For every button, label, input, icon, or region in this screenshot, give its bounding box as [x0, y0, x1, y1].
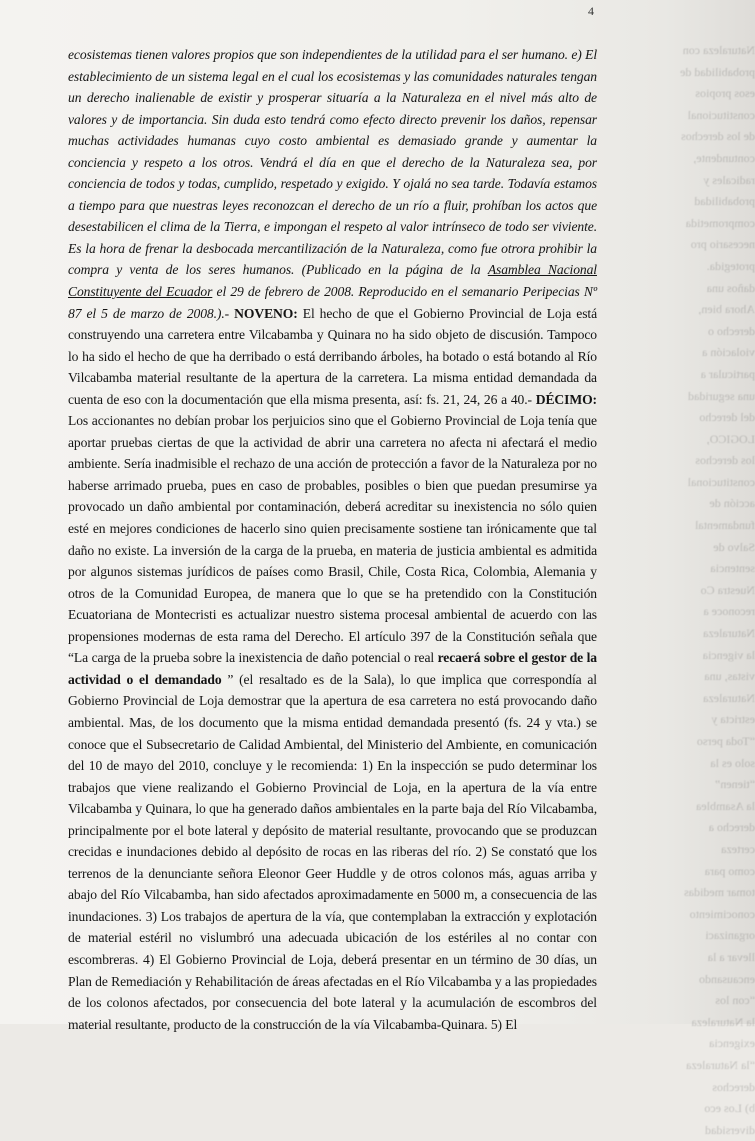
bleed-through-line: “tienen” [715, 777, 755, 792]
bleed-through-line: encausando [699, 971, 755, 986]
bleed-through-line: sentencia [710, 561, 755, 576]
bleed-through-line: diversidad [705, 1122, 755, 1137]
body-paragraph [68, 44, 597, 1035]
bleed-through-line: reconoce a [703, 604, 755, 619]
section-heading-decimo: DÉCIMO: [535, 391, 597, 407]
bleed-through-line: radicales y [703, 172, 755, 187]
bleed-through-line: acción de [709, 496, 755, 511]
bleed-through-line: la Asamblea [696, 798, 755, 813]
bleed-through-line: como para [704, 863, 755, 878]
emphasized-quote: recaerá sobre el gestor de la actividad o el demandado [68, 650, 597, 687]
section-text-decimo-continued: ” (el resaltado es de la Sala), lo que implica que correspondía al Gobierno Provincial de Loja demostrar que la apertura de esa carretera no está provocando daño ambiental. Mas, de los documento que la misma entidad demandada presentó (fs. 24 y vta.) se conoce que el Subsecretario de Calidad Ambiental, del Ministerio del Ambiente, en comunicación del 10 de mayo del 2010, concluye y le recomienda: 1) En la inspección se pudo determinar los trabajos que viene realizando el Gobierno Provincial de Loja, en la apertura de la vía entre Vilcabamba y Quinara, lo que ha generado daños ambientales en la parte baja del Río Vilcabamba, principalmente por el bote lateral y depósito de material resultante, provocando que se produzcan crecidas e inundaciones debido al depósito de rocas en las riberas del río. 2) Se constató que los terrenos de la denunciante señora Eleonor Geer Huddle y de otros colonos más, aguas arriba y abajo del Río Vilcabamba, han sido afectados aproximadamente en 5000 m, a consecuencia de las inundaciones. 3) Los trabajos de apertura de la vía, que contemplaban la extracción y explotación de material estéril no vislumbró una adecuada ubicación de los estériles al no contar con escombreras. 4) El Gobierno Provincial de Loja, deberá presentar en un término de 30 días, un Plan de Remediación y Rehabilitación de áreas afectadas en el Río Vilcabamba y a las propiedades de los colonos afectados, por consecuencia del bote lateral y la acumulación de escombros del material resultante, producto de la construcción de la vía Vilcabamba-Quinara. 5) El [68, 671, 597, 1032]
bleed-through-line: constitucional [687, 107, 755, 122]
bleed-through-line: del derecho [699, 410, 755, 425]
section-text-noveno: El hecho de que el Gobierno Provincial de Loja está construyendo una carretera entre Vilcabamba y Quinara no ha sido objeto de discusión. Tampoco lo ha sido el hecho de que ha derribado o está derribando árboles, ha botado o está botando al Río Vilcabamba material resultante de la apertura de la carretera. La misma entidad demandada da cuenta de eso con la documentación que ella misma presenta, así: fs. 21, 24, 26 a 40.- [68, 305, 598, 407]
assembly-link-text: Asamblea Nacional Constituyente del Ecuador [68, 262, 597, 300]
bleed-through-line: certeza [721, 841, 755, 856]
bleed-through-line: una seguridad [688, 388, 755, 403]
bleed-through-line: probabilidad de [680, 64, 755, 79]
bleed-through-line: estricta y [711, 712, 755, 727]
page-number: 4 [588, 4, 594, 18]
document-body [68, 44, 597, 1035]
bleed-through-line: exigencia [709, 1036, 755, 1051]
bleed-through-line: esos propios [695, 86, 755, 101]
bleed-through-line: contundente, [693, 150, 755, 165]
bleed-through-line: Salvo de [713, 539, 755, 554]
bleed-through-line: organizaci [705, 928, 755, 943]
bleed-through-line: fundamental [695, 518, 755, 533]
bleed-through-line: daños una [706, 280, 755, 295]
bleed-through-line: tomar medidas [684, 885, 755, 900]
bleed-through-line: “Toda perso [696, 734, 755, 748]
quote-source: el 29 de febrero de 2008. Reproducido en el semanario Peripecias Nº 87 el 5 de marzo de 2008.).- [68, 284, 597, 321]
bleed-through-line: de los derechos [681, 129, 755, 144]
bleed-through-line: constitucional [687, 474, 755, 489]
bleed-through-line: LOGICO, [706, 431, 755, 446]
bleed-through-line: “con los [715, 993, 755, 1008]
bleed-through-line: solo es la [710, 755, 755, 770]
bleed-through-line: los derechos [695, 453, 755, 468]
bleed-through-line: conocimiento [689, 906, 755, 921]
bleed-through-line: probabilidad [694, 194, 755, 209]
bleed-through-line: violación a [702, 345, 755, 360]
bleed-through-text [662, 40, 755, 1137]
section-heading-noveno: NOVENO: [234, 305, 298, 321]
bleed-through-line: la Naturaleza [691, 1014, 755, 1029]
bleed-through-line: derecho o [708, 323, 755, 338]
bleed-through-line: necesario pro [690, 237, 755, 252]
bleed-through-line: “la Naturaleza [686, 1057, 755, 1072]
bleed-through-line: derecho a [708, 820, 755, 835]
bleed-through-line: Naturaleza con [682, 43, 755, 57]
bleed-through-line: vistas, una [704, 669, 755, 684]
quote-text: ecosistemas tienen valores propios que son independientes de la utilidad para el ser humano. e) El establecimiento de un sistema legal en el cual los ecosistemas y las comunidades naturales tengan un derecho inalienable de existir y prosperar situaría a la Naturaleza en el nivel más alto de valores y de importancia. Sin duda esto tendrá como efecto directo prevenir los daños, repensar muchas actividades humanas cuyo costo ambiental es demasiado grande y aumentar la conciencia y respeto a los otros. Vendrá el día en que el derecho de la Naturaleza sea, por conciencia de todos y todas, cumplido, respetado y exigido. Y ojalá no sea tarde. Todavía estamos a tiempo para que nuestras leyes reconozcan el derecho de un río a fluir, prohíban los actos que desestabilicen el clima de la Tierra, e impongan el respeto al valor intrínseco de todo ser viviente. Es la hora de frenar la desbocada mercantilización de la Naturaleza, como fue otrora prohibir la compra y venta de los seres humanos. (Publicado en la página de la [68, 47, 597, 278]
bleed-through-line: comprometida [685, 215, 755, 230]
bleed-through-line: protegida. [706, 258, 755, 273]
bleed-through-line: Nuestra Co [700, 582, 755, 597]
bleed-through-line: derechos [712, 1079, 755, 1094]
bleed-through-line: la vigencia [702, 647, 755, 662]
bleed-through-line: llevar a la [707, 949, 755, 964]
bleed-through-line: Ahora bien, [698, 302, 755, 317]
bleed-through-line: particular a [700, 366, 755, 381]
bleed-through-line: Naturaleza [703, 626, 755, 641]
bleed-through-line: b) Los eco [704, 1101, 755, 1116]
section-text-decimo: Los accionantes no debían probar los perjuicios sino que el Gobierno Provincial de Loja tenía que aportar pruebas ciertas de que la actividad de abrir una carretera no afecta ni afectará el medio ambiente. Sería inadmisible el rechazo de una acción de protección a favor de la Naturaleza por no haberse arrimado prueba, pues en caso de probables, posibles o bien que puedan presumirse ya provocado un daño ambiental por contaminación, deberá acreditar su inexistencia no sólo quien esté en mejores condiciones de hacerlo sino quien precisamente sostiene tan irónicamente que tal daño no existe. La inversión de la carga de la prueba, en materia de justicia ambiental es admitida por algunos sistemas jurídicos de países como Brasil, Chile, Costa Rica, Colombia, Alemania y otros de la Comunidad Europea, de manera que lo que se ha pretendido con la Constitución Ecuatoriana de Montecristi es actualizar nuestro sistema procesal ambiental de acuerdo con las propensiones modernas de esta rama del Derecho. El artículo 397 de la Constitución señala que “La carga de la prueba sobre la inexistencia de daño potencial o real [68, 413, 597, 666]
bleed-through-line: Naturaleza [703, 690, 755, 705]
